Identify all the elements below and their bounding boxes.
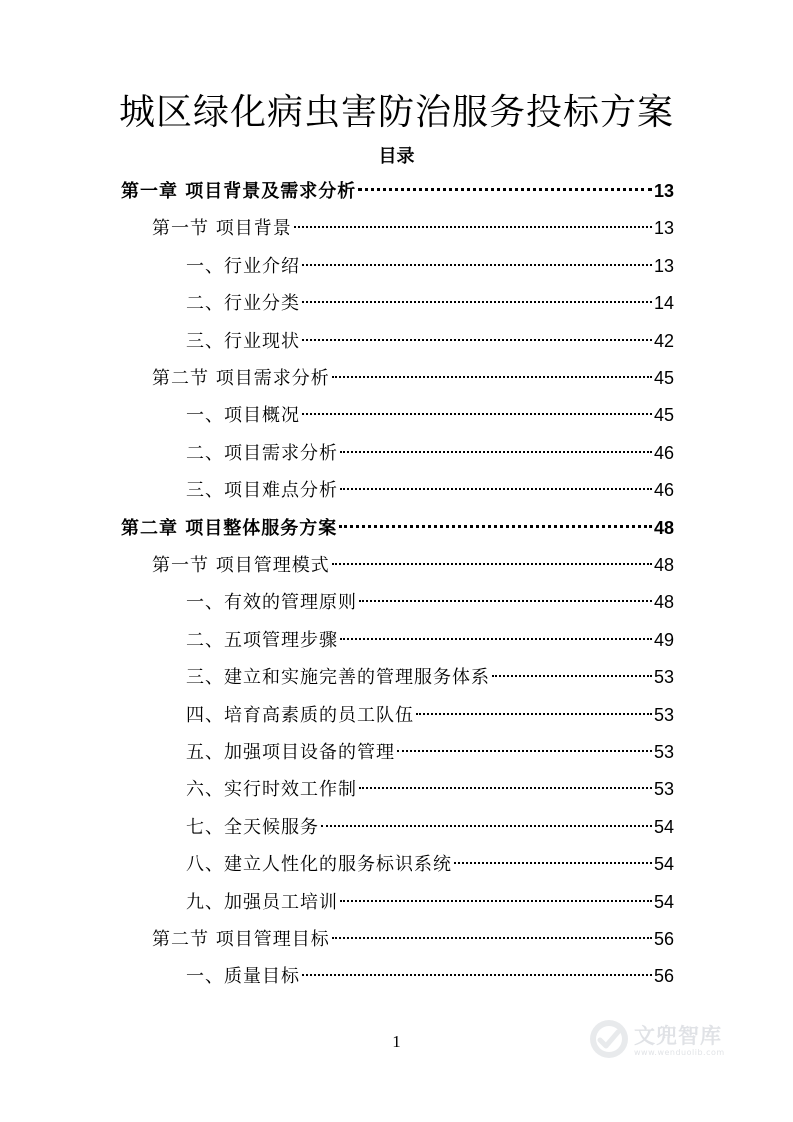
toc-dot-leader: [302, 339, 652, 341]
watermark: [588, 1018, 725, 1064]
toc-dot-leader: [302, 301, 652, 303]
toc-entry-page: 53: [653, 667, 674, 688]
toc-entry-page: 46: [653, 480, 674, 501]
toc-entry-label: 七、全天候服务: [186, 816, 319, 838]
toc-entry-page: 56: [653, 966, 674, 987]
toc-entry-label: 六、实行时效工作制: [186, 779, 357, 801]
toc-dot-leader: [340, 638, 652, 640]
watermark-text: 文兜智库: [634, 1024, 722, 1048]
toc-entry-page: 14: [653, 293, 674, 314]
toc-dot-leader: [340, 900, 652, 902]
wendou-logo-icon: [588, 1018, 630, 1064]
toc-entry-label: 三、行业现状: [186, 330, 300, 352]
toc-entry[interactable]: [152, 924, 674, 954]
page-number: 1: [392, 1032, 401, 1051]
toc-entry[interactable]: [186, 438, 674, 468]
toc-entry[interactable]: [186, 251, 674, 281]
toc-entry-label: 二、行业分类: [186, 293, 300, 315]
toc-dot-leader: [359, 600, 652, 602]
toc-entry[interactable]: [186, 326, 674, 356]
toc-entry-page: 48: [653, 517, 674, 538]
toc-entry[interactable]: [186, 812, 674, 842]
toc-entry[interactable]: [186, 887, 674, 917]
toc-entry-label: 一、有效的管理原则: [186, 592, 357, 614]
toc-entry-label: 八、建立人性化的服务标识系统: [186, 854, 452, 876]
toc-entry[interactable]: [186, 849, 674, 879]
toc-entry-label: 第一章 项目背景及需求分析: [121, 181, 357, 202]
toc-entry-label: 九、加强员工培训: [186, 891, 338, 913]
toc-dot-leader: [302, 974, 652, 976]
toc-dot-leader: [302, 264, 652, 266]
toc-entry[interactable]: [186, 662, 674, 692]
toc-dot-leader: [359, 787, 652, 789]
toc-entry-label: 二、五项管理步骤: [186, 629, 338, 651]
toc-entry-page: 48: [653, 592, 674, 613]
toc-entry-page: 46: [653, 442, 674, 463]
toc-entry-page: 53: [653, 704, 674, 725]
toc-entry[interactable]: [186, 625, 674, 655]
toc-entry-page: 45: [653, 368, 674, 388]
toc-entry[interactable]: [186, 961, 674, 991]
toc-entry-page: 54: [653, 891, 674, 912]
toc-entry[interactable]: [186, 288, 674, 318]
toc-entry-page: 53: [653, 742, 674, 762]
toc-entry[interactable]: [186, 587, 674, 617]
watermark-subtext: www.wenduolib.com: [634, 1048, 725, 1057]
toc-dot-leader: [332, 937, 652, 939]
toc-dot-leader: [321, 825, 652, 827]
toc-dot-leader: [340, 488, 652, 490]
toc-entry-page: 49: [653, 629, 674, 650]
toc-entry-label: 第一节 项目背景: [152, 218, 292, 240]
toc-entry-page: 13: [653, 255, 674, 276]
toc-entry-page: 45: [653, 405, 674, 426]
toc-entry[interactable]: [186, 400, 674, 430]
toc-dot-leader: [492, 675, 652, 677]
toc-dot-leader: [416, 713, 652, 715]
toc-entry-page: 42: [653, 330, 674, 351]
toc-entry-page: 54: [653, 816, 674, 837]
toc-entry-label: 四、培育高素质的员工队伍: [186, 704, 414, 726]
toc-dot-leader: [294, 226, 652, 228]
toc-entry[interactable]: [186, 774, 674, 804]
toc-entry[interactable]: [152, 363, 674, 393]
toc-entry-page: 54: [653, 854, 674, 875]
toc-dot-leader: [454, 862, 652, 864]
toc-entry-label: 第二章 项目整体服务方案: [121, 517, 338, 539]
toc-entry-label: 三、项目难点分析: [186, 480, 338, 502]
toc-entry-page: 13: [653, 181, 674, 201]
toc-dot-leader: [332, 563, 652, 565]
toc-entry-label: 五、加强项目设备的管理: [186, 742, 395, 763]
document-title: 城区绿化病虫害防治服务投标方案: [118, 92, 674, 133]
toc-dot-leader: [397, 750, 652, 752]
toc-dot-leader: [339, 525, 652, 528]
toc-entry[interactable]: [186, 700, 674, 730]
toc-entry-label: 一、质量目标: [186, 966, 300, 988]
toc-entry-label: 三、建立和实施完善的管理服务体系: [186, 667, 490, 689]
toc-entry-page: 48: [653, 555, 674, 575]
toc-entry-label: 第二节 项目管理目标: [152, 929, 330, 950]
toc-heading: 目录: [378, 146, 415, 167]
toc-entry-page: 53: [653, 779, 674, 800]
toc-entry[interactable]: [152, 213, 674, 243]
toc-entry-label: 二、项目需求分析: [186, 442, 338, 464]
toc-dot-leader: [302, 413, 652, 415]
toc-entry-label: 第一节 项目管理模式: [152, 555, 330, 576]
toc-dot-leader: [358, 188, 652, 191]
toc-entry-page: 56: [653, 929, 674, 949]
toc-entry-page: 13: [653, 218, 674, 239]
toc-entry[interactable]: [121, 176, 674, 206]
toc-entry[interactable]: [186, 737, 674, 767]
toc-dot-leader: [332, 376, 652, 378]
toc-entry[interactable]: [121, 513, 674, 543]
toc-entry-label: 第二节 项目需求分析: [152, 368, 330, 389]
toc-entry[interactable]: [152, 550, 674, 580]
toc-dot-leader: [340, 451, 652, 453]
toc-entry-label: 一、项目概况: [186, 405, 300, 427]
toc-entry-label: 一、行业介绍: [186, 255, 300, 277]
toc-entry[interactable]: [186, 475, 674, 505]
